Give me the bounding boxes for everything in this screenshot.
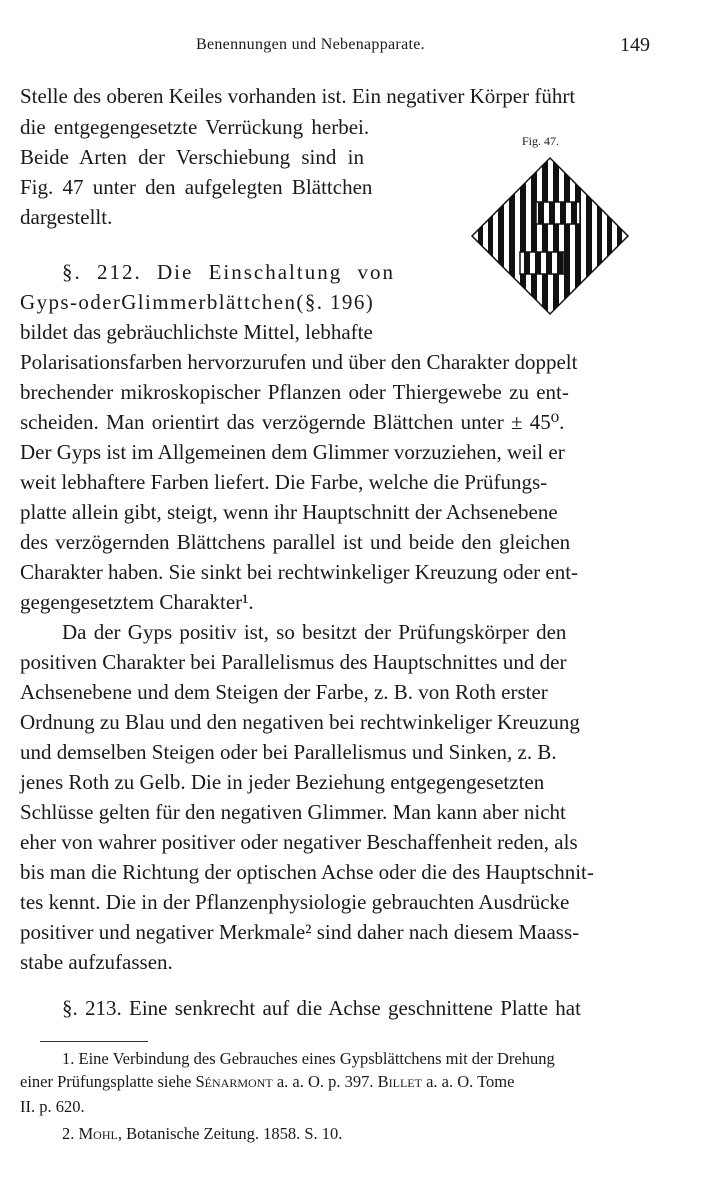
text-line: bis man die Richtung der optischen Achse oder die des Hauptschnit- <box>20 860 594 884</box>
text-line: positiver und negativer Merkmale² sind daher nach diesem Maass- <box>20 920 580 944</box>
text-line: dargestellt. <box>20 205 113 229</box>
text-line: Ordnung zu Blau und den negativen bei rechtwinkeliger Kreuzung <box>20 710 580 734</box>
text-line: Polarisationsfarben hervorzurufen und über den Charakter doppelt <box>20 350 578 374</box>
footnote-1-line-1: 1. Eine Verbindung des Gebrauches eines Gypsblättchens mit der Drehung <box>62 1049 555 1068</box>
text-line: weit lebhaftere Farben liefert. Die Farbe, welche die Prüfungs- <box>20 470 548 494</box>
text-line: gegengesetztem Charakter¹. <box>20 590 254 614</box>
upper-plate <box>536 202 580 224</box>
footnote-text: 2. <box>62 1124 79 1143</box>
text-line: des verzögernden Blättchens parallel ist und beide den gleichen <box>20 530 571 554</box>
footnote-text: , Botanische Zeitung. 1858. S. 10. <box>117 1124 343 1143</box>
text-line: Schlüsse gelten für den negativen Glimmer. Man kann aber nicht <box>20 800 566 824</box>
text-line: brechender mikroskopischer Pflanzen oder Thiergewebe zu ent- <box>20 380 569 404</box>
text-line: eher von wahrer positiver oder negativer Beschaffenheit reden, als <box>20 830 578 854</box>
figure-47-diagram <box>466 152 634 320</box>
text-line: Fig. 47 unter den aufgelegten Blättchen <box>20 175 373 199</box>
text-line: Beide Arten der Verschiebung sind in <box>20 145 364 169</box>
footnote-text: einer Prüfungsplatte siehe <box>20 1072 196 1091</box>
section-212-heading: §. 212. Die Einschaltung von <box>62 260 395 284</box>
text-line: Gyps-oderGlimmerblättchen(§. 196) <box>20 290 375 314</box>
figure-caption: Fig. 47. <box>522 134 560 148</box>
author-name: Mohl <box>78 1124 118 1143</box>
text-line: jenes Roth zu Gelb. Die in jeder Beziehung entgegengesetzten <box>20 770 545 794</box>
footnote-2 <box>62 1124 342 1144</box>
text-line: platte allein gibt, steigt, wenn ihr Hauptschnitt der Achsenebene <box>20 500 558 524</box>
footnote-text: a. a. O. p. 397. <box>272 1072 378 1091</box>
footnote-1-line-3: II. p. 620. <box>20 1097 85 1116</box>
text-line: Da der Gyps positiv ist, so besitzt der Prüfungskörper den <box>62 620 567 644</box>
text-line: Stelle des oberen Keiles vorhanden ist. Ein negativer Körper führt <box>20 84 576 108</box>
text-line: die entgegengesetzte Verrückung herbei. <box>20 115 370 139</box>
author-name: Billet <box>377 1072 422 1091</box>
text-line: und demselben Steigen oder bei Parallelismus und Sinken, z. B. <box>20 740 557 764</box>
page-number: 149 <box>620 34 650 56</box>
text-line: tes kennt. Die in der Pflanzenphysiologie gebrauchten Ausdrücke <box>20 890 570 914</box>
text-line: bildet das gebräuchlichste Mittel, lebhafte <box>20 320 373 344</box>
running-title: Benennungen und Nebenapparate. <box>196 36 425 53</box>
text-line: Achsenebene und dem Steigen der Farbe, z. B. von Roth erster <box>20 680 548 704</box>
stripe-pattern <box>466 152 634 320</box>
footnote-rule <box>40 1041 148 1042</box>
section-213-heading: §. 213. Eine senkrecht auf die Achse geschnittene Platte hat <box>62 996 581 1020</box>
footnote-1-line-2 <box>20 1072 514 1092</box>
text-line: positiven Charakter bei Parallelismus des Hauptschnittes und der <box>20 650 567 674</box>
lower-plate <box>520 252 564 274</box>
author-name: Sénarmont <box>195 1072 273 1091</box>
text-line: Charakter haben. Sie sinkt bei rechtwinkeliger Kreuzung oder ent- <box>20 560 579 584</box>
footnote-text: a. a. O. Tome <box>421 1072 515 1091</box>
text-line: stabe aufzufassen. <box>20 950 173 974</box>
text-line: Der Gyps ist im Allgemeinen dem Glimmer vorzuziehen, weil er <box>20 440 565 464</box>
text-line: scheiden. Man orientirt das verzögernde Blättchen unter ± 45⁰. <box>20 410 565 434</box>
